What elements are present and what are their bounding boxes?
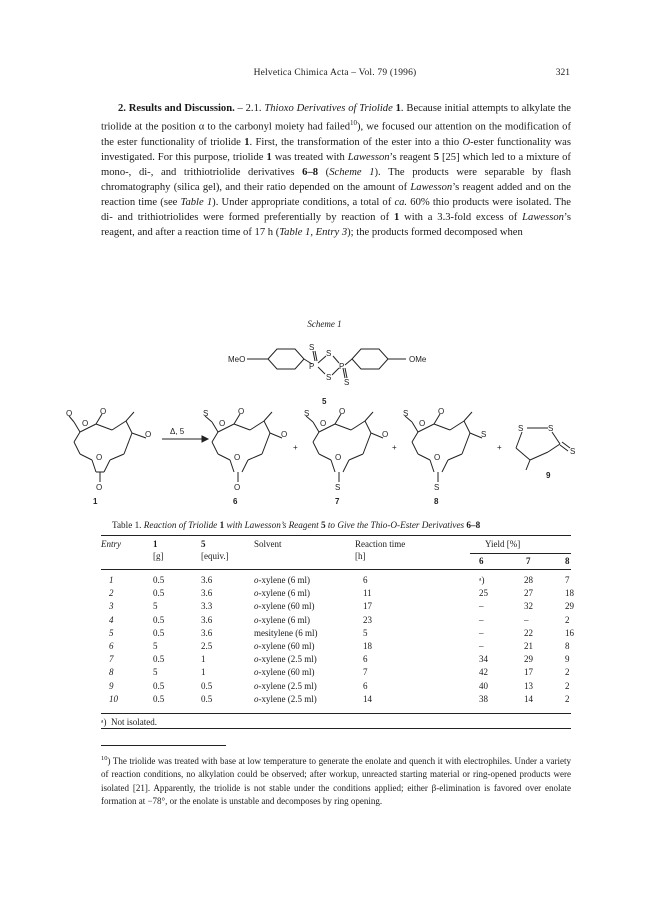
table-cell-y8: 2	[565, 614, 570, 625]
table-cell-equiv: 2.5	[201, 641, 213, 651]
atom-label: S	[518, 424, 524, 433]
header-solvent: Solvent	[254, 539, 282, 549]
table-cell-y7: 29	[524, 654, 533, 665]
table-cell-time: 5	[363, 627, 368, 638]
compound-label-9: 9	[546, 471, 551, 480]
table-cell-solvent: o-xylene (6 ml)	[254, 575, 310, 585]
text-span: with a 3.3-fold excess of	[399, 212, 523, 224]
atom-label: S	[203, 409, 209, 418]
table-cell-equiv: 0.5	[201, 680, 213, 691]
table-cell-solvent: o-xylene (2.5 ml)	[254, 654, 317, 665]
table-cell-time: 6	[363, 575, 368, 585]
table-cell-y7: 22	[524, 627, 533, 638]
table-cell-g: 5	[153, 601, 158, 612]
atom-label: O	[82, 419, 89, 428]
table-cell-time: 17	[363, 601, 372, 612]
table-top-rule	[101, 535, 571, 536]
table-cell-y7: –	[524, 614, 529, 625]
table-cell-solvent: o-xylene (6 ml)	[254, 588, 310, 599]
footnote-mark: 10	[101, 755, 108, 762]
table-cell-y7: 32	[524, 601, 533, 612]
atom-label: S	[309, 343, 315, 352]
reaction-scheme	[0, 330, 649, 505]
text-span: ). The products were separable by flash chromatography (silica gel), and their ratio depended on the amount of	[101, 166, 571, 193]
plus-sign: +	[392, 443, 397, 452]
header-compound-1-unit: [g]	[153, 551, 164, 561]
table-cell-solvent: o-xylene (2.5 ml)	[254, 693, 317, 704]
table-cell-y7: 21	[524, 641, 533, 651]
table-cell-equiv: 3.6	[201, 588, 213, 599]
table-cell-equiv: 0.5	[201, 693, 213, 704]
table-cell-g: 0.5	[153, 654, 165, 665]
table-cell-g: 5	[153, 641, 158, 651]
text-span: . Because initial attempts to alkylate the triolide at the position α to the carbonyl moiety had failed	[101, 103, 572, 133]
person-name: Lawesson	[347, 151, 390, 163]
table-cell-equiv: 3.3	[201, 601, 213, 612]
table-cell-g: 0.5	[153, 588, 165, 599]
atom-label: S	[335, 483, 341, 492]
table-cell-y6: 38	[479, 693, 488, 704]
table-cell-y8: 9	[565, 654, 570, 665]
table-cell-g: 0.5	[153, 614, 165, 625]
header-reagent-5-unit: [equiv.]	[201, 551, 229, 561]
table-cell-y6: –	[479, 627, 484, 638]
header-yield-8: 8	[565, 556, 570, 566]
table-cell-y8: 2	[565, 667, 570, 678]
text-span: was treated with	[271, 151, 348, 163]
atom-label: O	[219, 419, 226, 428]
table-cell-entry: 7	[109, 654, 114, 665]
table-cell-y6: 42	[479, 667, 488, 678]
atom-label: O	[66, 409, 73, 418]
table-cell-y8: 18	[565, 588, 574, 599]
header-yield: Yield [%]	[485, 539, 521, 549]
atom-label: S	[481, 430, 487, 439]
footnote-10	[101, 752, 571, 808]
atom-label: O	[434, 453, 441, 462]
table-ref: Table 1, Entry 3	[279, 227, 348, 239]
table-cell-time: 6	[363, 680, 368, 691]
subsection-heading: Thioxo Derivatives of Triolide	[264, 103, 393, 114]
text-span: [25] which led to a mixture of mono-, di-, and trithiotriolide derivatives	[101, 151, 571, 178]
table-cell-y6: 34	[479, 654, 488, 665]
compound-label-6: 6	[233, 497, 238, 505]
table-cell-equiv: 3.6	[201, 575, 213, 585]
text-span: (	[318, 166, 330, 178]
table-cell-g: 0.5	[153, 693, 165, 704]
meo-label: MeO	[228, 355, 246, 364]
section-heading: 2. Results and Discussion.	[118, 103, 235, 114]
compound-6-structure	[205, 412, 282, 482]
table-cell-solvent: o-xylene (60 ml)	[254, 601, 315, 612]
table-cell-y8: 7	[565, 575, 570, 585]
caption-bold: 1	[217, 520, 227, 530]
compound-ref: 1	[393, 212, 400, 224]
atom-label: O	[100, 407, 107, 416]
text-span: ). Under appropriate conditions, a total of	[212, 197, 395, 209]
scheme-title: Scheme 1	[307, 319, 342, 329]
compound-ref: 1	[266, 151, 272, 163]
table-cell-y8: 29	[565, 601, 574, 612]
table-footnote-a	[101, 717, 157, 727]
footnote-a-text: Not isolated.	[110, 717, 157, 727]
table-cell-equiv: 1	[201, 654, 206, 665]
table-cell-y6: ᵃ)	[479, 575, 485, 585]
atom-label: S	[304, 409, 310, 418]
header-compound-1: 1	[153, 539, 158, 549]
table-cell-equiv: 1	[201, 667, 206, 678]
table-cell-y6: –	[479, 601, 484, 612]
table-cell-time: 6	[363, 654, 368, 665]
atom-label: S	[344, 378, 350, 387]
table-cell-y8: 2	[565, 680, 570, 691]
atom-label: O	[339, 407, 346, 416]
table-cell-y8: 16	[565, 627, 574, 638]
ome-label: OMe	[409, 355, 427, 364]
table-cell-solvent: o-xylene (60 ml)	[254, 667, 315, 678]
table-cell-entry: 4	[109, 614, 114, 625]
table-cell-g: 0.5	[153, 575, 165, 585]
atom-label: P	[339, 362, 345, 371]
text-italic: ca.	[394, 197, 408, 209]
table-ref: Table 1	[180, 197, 213, 209]
atom-label: S	[570, 447, 576, 456]
person-name: Lawesson	[522, 212, 564, 224]
table-cell-y7: 17	[524, 667, 533, 678]
footnote-text: ) The triolide was treated with base at low temperature to generate the enolate and quench it with electrophiles. Under a variety of reaction conditions, no alkylation could be observed; after workup, unreacted starting material or ring-opened products were isolated [21]. Apparently, the triolide is not stable under the conditions applied; either β-elimination is favored over enolate formation at −78°, or the enolate is unstable and decomposes by ring opening.	[101, 756, 571, 806]
atom-label: O	[96, 453, 103, 462]
table-cell-entry: 8	[109, 667, 114, 678]
compound-8-structure	[405, 412, 482, 482]
caption-prefix: Table 1.	[112, 520, 144, 530]
header-yield-6: 6	[479, 556, 484, 566]
table-cell-time: 18	[363, 641, 372, 651]
text-span: ), we focused our attention on the modification of the ester functionality of triolide	[101, 121, 571, 148]
header-reaction-time-unit: [h]	[355, 551, 366, 561]
compound-9-structure	[516, 428, 570, 470]
table-cell-y7: 13	[524, 680, 533, 691]
compound-ref: 1	[244, 136, 250, 148]
body-paragraph	[101, 101, 571, 240]
header-reagent-5: 5	[201, 539, 206, 549]
table-cell-entry: 5	[109, 627, 114, 638]
table-cell-solvent: mesitylene (6 ml)	[254, 627, 318, 638]
running-head: Helvetica Chimica Acta – Vol. 79 (1996)	[253, 68, 417, 78]
header-yield-7: 7	[526, 556, 531, 566]
compound-label-1: 1	[93, 497, 98, 505]
text-span: 60% thio products were isolated. The di- and trithiotriolides were formed preferentially by reaction of	[101, 197, 571, 224]
table-cell-g: 5	[153, 667, 158, 678]
atom-label: S	[403, 409, 409, 418]
atom-label: O	[238, 407, 245, 416]
table-header-rule	[101, 569, 571, 570]
atom-label: O	[438, 407, 445, 416]
table-cell-solvent: o-xylene (2.5 ml)	[254, 680, 317, 691]
footnote-rule	[101, 745, 226, 746]
yield-subrule	[470, 553, 571, 554]
table-foot-rule	[101, 728, 571, 729]
running-header	[100, 68, 570, 82]
header-reaction-time: Reaction time	[355, 539, 406, 549]
caption-text: with Lawesson’s Reagent	[226, 520, 319, 530]
table-cell-entry: 9	[109, 680, 114, 691]
table-cell-time: 11	[363, 588, 372, 599]
atom-label: S	[434, 483, 440, 492]
plus-sign: +	[293, 443, 298, 452]
table-cell-equiv: 3.6	[201, 627, 213, 638]
atom-label: O	[145, 430, 152, 439]
compound-label-8: 8	[434, 497, 439, 505]
compound-label-7: 7	[335, 497, 340, 505]
table-cell-y7: 14	[524, 693, 533, 704]
compound-ref: 5	[433, 151, 440, 163]
table-cell-g: 0.5	[153, 627, 165, 638]
table-cell-y6: –	[479, 614, 484, 625]
atom-label: O	[234, 483, 241, 492]
header-entry: Entry	[101, 539, 121, 549]
atom-label: P	[309, 362, 315, 371]
person-name: Lawesson	[410, 182, 453, 193]
text-span: ’s reagent	[389, 151, 434, 163]
compound-7-structure	[306, 412, 383, 482]
arrow-label: Δ, 5	[170, 427, 185, 436]
text-italic: O	[462, 136, 471, 148]
caption-text: to Give the Thio-O-Ester Derivatives	[327, 520, 465, 530]
atom-label: S	[326, 349, 332, 358]
compound-ref: 6–8	[302, 166, 319, 178]
caption-bold: 5	[318, 520, 328, 530]
text-span: ); the products formed decomposed when	[347, 227, 523, 239]
caption-text: Reaction of Triolide	[143, 520, 218, 530]
text-span: ’s reagent, and after a reaction time of 17 h (	[101, 212, 571, 239]
page-number: 321	[555, 68, 570, 78]
table-cell-time: 7	[363, 667, 368, 678]
table-cell-entry: 6	[109, 641, 114, 651]
table-cell-y7: 27	[524, 588, 533, 599]
table-cell-solvent: o-xylene (60 ml)	[254, 641, 315, 651]
table-cell-y6: –	[479, 641, 484, 651]
atom-label: O	[320, 419, 327, 428]
table-cell-equiv: 3.6	[201, 614, 213, 625]
triolide-1-structure	[69, 412, 146, 482]
footnote-ref: 10	[350, 119, 357, 128]
compound-ref: 1	[392, 103, 401, 114]
atom-label: O	[234, 453, 241, 462]
table-cell-y6: 40	[479, 680, 488, 691]
plus-sign: +	[497, 443, 502, 452]
table-cell-time: 23	[363, 614, 372, 625]
atom-label: O	[335, 453, 342, 462]
atom-label: O	[419, 419, 426, 428]
table-cell-y7: 28	[524, 575, 533, 585]
table-cell-entry: 2	[109, 588, 114, 599]
table-cell-entry: 10	[109, 693, 118, 704]
text-span: . First, the transformation of the ester into a thio	[249, 136, 463, 148]
atom-label: O	[96, 483, 103, 492]
text-span: -ester functionality was investigated. For this purpose, triolide	[101, 136, 571, 163]
table-cell-y8: 2	[565, 693, 570, 704]
table-cell-time: 14	[363, 693, 372, 704]
scheme-ref: Scheme 1	[329, 166, 375, 178]
atom-label: O	[281, 430, 288, 439]
compound-label-5: 5	[322, 397, 327, 406]
table-cell-entry: 3	[109, 601, 114, 612]
text-span: ’s reagent added and on the reaction time (see	[101, 182, 571, 209]
table-cell-solvent: o-xylene (6 ml)	[254, 614, 310, 625]
heading-dash: – 2.1.	[234, 103, 265, 114]
table-bottom-rule	[101, 713, 571, 714]
caption-bold: 6–8	[464, 520, 481, 530]
atom-label: S	[548, 424, 554, 433]
footnote-a-mark: ᵃ)	[101, 717, 107, 727]
atom-label: O	[382, 430, 389, 439]
table-cell-y6: 25	[479, 588, 488, 599]
table-cell-y8: 8	[565, 641, 570, 651]
table-cell-entry: 1	[109, 575, 114, 585]
table-cell-g: 0.5	[153, 680, 165, 691]
table-caption	[112, 520, 572, 530]
atom-label: S	[326, 373, 332, 382]
